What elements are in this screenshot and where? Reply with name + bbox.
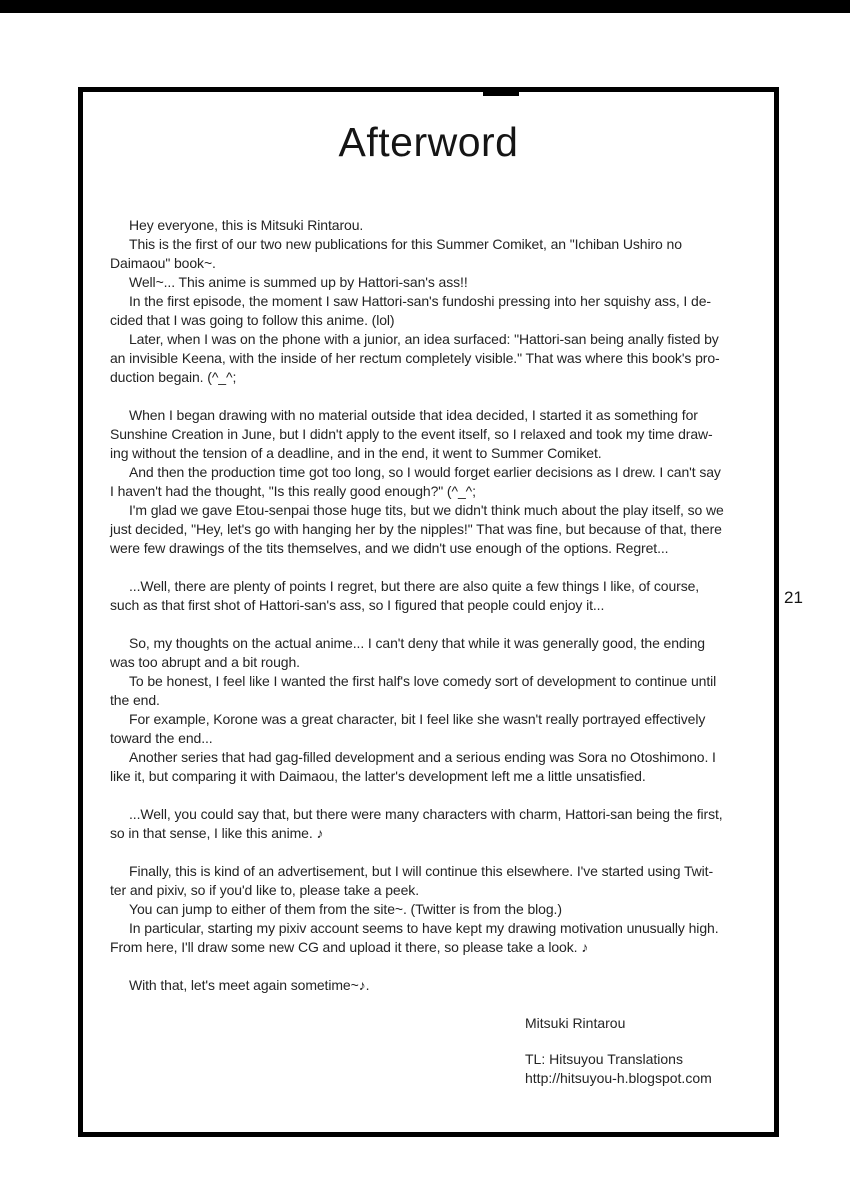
signature-spacer bbox=[525, 1033, 774, 1050]
paragraph: And then the production time got too long, so I would forget earlier decisions as I drew. I can't say I haven't had the thought, "Is this really good enough?" (^_^; bbox=[110, 464, 721, 499]
paragraph: Later, when I was on the phone with a junior, an idea surfaced: "Hattori-san being anally fisted by an invisible Keena, with the inside of her rectum completely visible." That was where this book's pro- duction begain. (^_^; bbox=[110, 331, 720, 385]
paragraph: So, my thoughts on the actual anime... I can't deny that while it was generally good, the ending was too abrupt and a bit rough. bbox=[110, 635, 705, 670]
paragraph: Another series that had gag-filled development and a serious ending was Sora no Otoshimono. I like it, but comparing it with Daimaou, the latter's development left me a little unsatisfied. bbox=[110, 749, 716, 784]
paragraph: Finally, this is kind of an advertisement, but I will continue this elsewhere. I've started using Twit- ter and pixiv, so if you'd like to, please take a peek. bbox=[110, 863, 714, 898]
author-name: Mitsuki Rintarou bbox=[525, 1015, 626, 1031]
paragraph: For example, Korone was a great character, bit I feel like she wasn't really portrayed effectively toward the end... bbox=[110, 711, 706, 746]
paragraph: Well~... This anime is summed up by Hattori-san's ass!! bbox=[129, 274, 468, 290]
paragraph: This is the first of our two new publications for this Summer Comiket, an "Ichiban Ushiro no Daimaou" book~. bbox=[110, 236, 682, 271]
paragraph: Hey everyone, this is Mitsuki Rintarou. bbox=[129, 217, 364, 233]
scan-top-black-bar bbox=[0, 0, 850, 13]
paragraph: ...Well, there are plenty of points I regret, but there are also quite a few things I like, of course, such as that first shot of Hattori-san's ass, so I figured that people could enjoy it... bbox=[110, 578, 700, 613]
scan-artifact bbox=[483, 90, 519, 96]
afterword-page bbox=[78, 87, 779, 1137]
translator-credit: TL: Hitsuyou Translations bbox=[525, 1051, 683, 1067]
paragraph: When I began drawing with no material outside that idea decided, I started it as something for Sunshine Creation in June, but I didn't apply to the event itself, so I relaxed and took my time draw- ing without the tension of a deadline, and in the end, it went to Summer Comiket. bbox=[110, 407, 713, 461]
signature-block bbox=[83, 1014, 774, 1088]
paragraph: With that, let's meet again sometime~♪. bbox=[129, 977, 370, 993]
paragraph: You can jump to either of them from the site~. (Twitter is from the blog.) bbox=[129, 901, 562, 917]
paragraph: I'm glad we gave Etou-senpai those huge tits, but we didn't think much about the play itself, so we just decided, "Hey, let's go with hanging her by the nipples!" That was fine, but because of that, there were few drawings of the tits themselves, and we didn't use enough of the options. Regret... bbox=[110, 502, 724, 556]
paragraph: ...Well, you could say that, but there were many characters with charm, Hattori-san being the first, so in that sense, I like this anime. ♪ bbox=[110, 806, 723, 841]
body-text bbox=[83, 216, 774, 995]
paragraph: In the first episode, the moment I saw Hattori-san's fundoshi pressing into her squishy ass, I de- cided that I was going to follow this anime. (lol) bbox=[110, 293, 711, 328]
page-number: 21 bbox=[784, 588, 803, 607]
translator-url: http://hitsuyou-h.blogspot.com bbox=[525, 1070, 712, 1086]
paragraph: To be honest, I feel like I wanted the first half's love comedy sort of development to continue until the end. bbox=[110, 673, 717, 708]
page-title: Afterword bbox=[338, 119, 519, 165]
paragraph: In particular, starting my pixiv account seems to have kept my drawing motivation unusually high. From here, I'll draw some new CG and upload it there, so please take a look. ♪ bbox=[110, 920, 719, 955]
